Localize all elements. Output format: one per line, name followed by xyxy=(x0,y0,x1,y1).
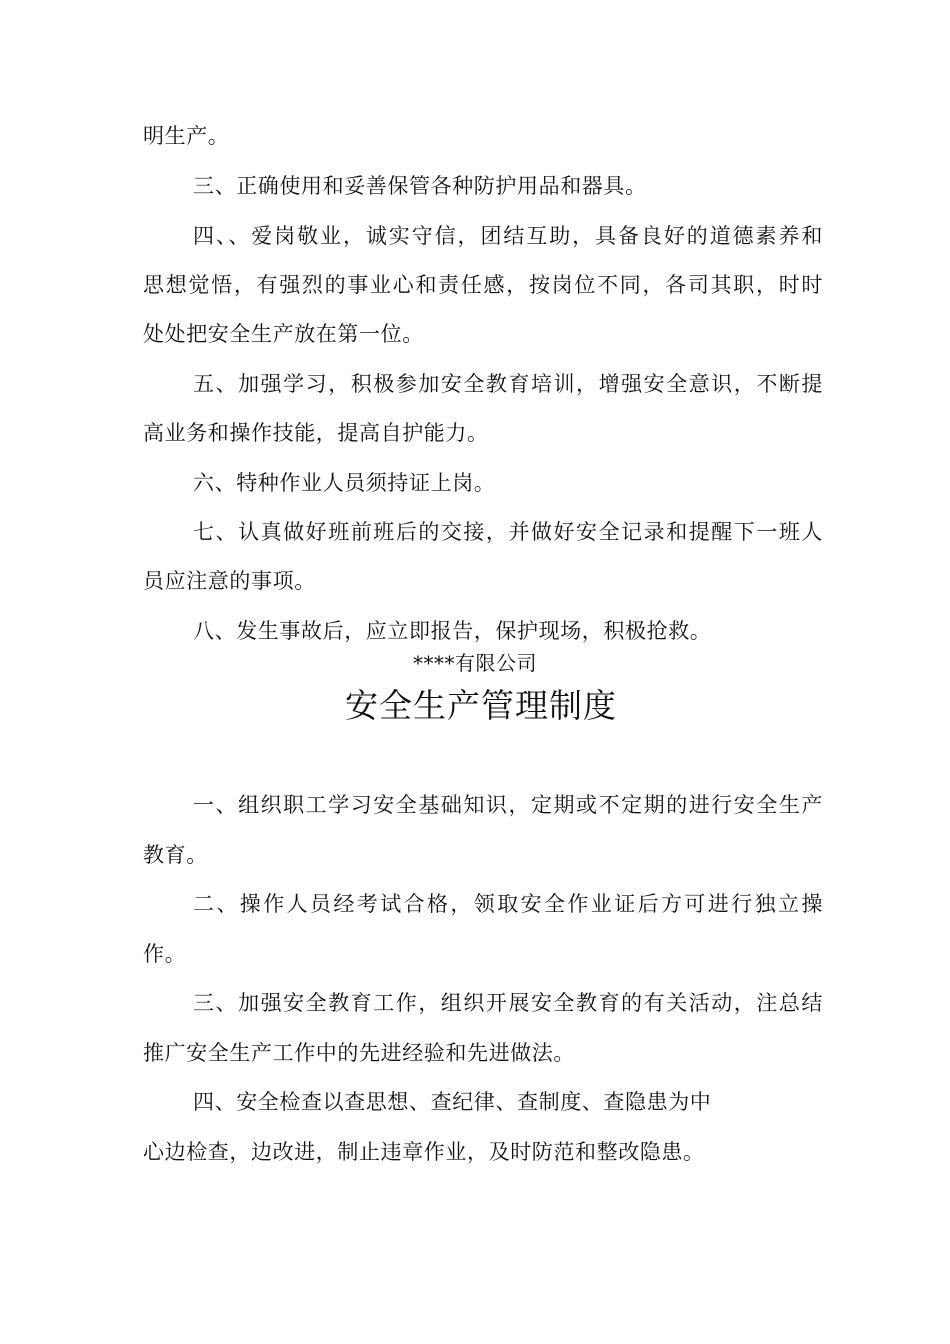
rule-line-7: 四、安全检查以查思想、查纪律、查制度、查隐患为中 xyxy=(193,1090,712,1114)
rule-line-6: 推广安全生产工作中的先进经验和先进做法。 xyxy=(143,1041,575,1065)
rule-line-5: 三、加强安全教育工作，组织开展安全教育的有关活动，注总结 xyxy=(193,991,823,1015)
rule-line-2: 教育。 xyxy=(143,843,208,867)
text-line-6: 五、加强学习，积极参加安全教育培训，增强安全意识，不断提 xyxy=(193,372,823,396)
rule-line-4: 作。 xyxy=(143,942,187,966)
document-title: 安全生产管理制度 xyxy=(345,686,617,725)
text-line-5: 处处把安全生产放在第一位。 xyxy=(143,322,424,346)
rule-line-1: 一、组织职工学习安全基础知识，定期或不定期的进行安全生产 xyxy=(193,793,823,817)
rule-line-3: 二、操作人员经考试合格，领取安全作业证后方可进行独立操 xyxy=(193,892,823,916)
text-line-8: 六、特种作业人员须持证上岗。 xyxy=(193,471,496,495)
text-line-1: 明生产。 xyxy=(143,124,230,148)
text-line-9: 七、认真做好班前班后的交接，并做好安全记录和提醒下一班人 xyxy=(193,520,823,544)
text-line-4: 思想觉悟，有强烈的事业心和责任感，按岗位不同，各司其职，时时 xyxy=(143,273,823,297)
text-line-10: 员应注意的事项。 xyxy=(143,569,316,593)
company-name: ****有限公司 xyxy=(413,651,537,675)
rule-line-8: 心边检查，边改进，制止违章作业，及时防范和整改隐患。 xyxy=(143,1140,705,1164)
text-line-3: 四、、爱岗敬业，诚实守信，团结互助，具备良好的道德素养和 xyxy=(193,224,823,248)
text-line-11: 八、发生事故后，应立即报告，保护现场，积极抢救。 xyxy=(193,619,712,643)
text-line-2: 三、正确使用和妥善保管各种防护用品和器具。 xyxy=(193,174,647,198)
text-line-7: 高业务和操作技能，提高自护能力。 xyxy=(143,421,489,445)
